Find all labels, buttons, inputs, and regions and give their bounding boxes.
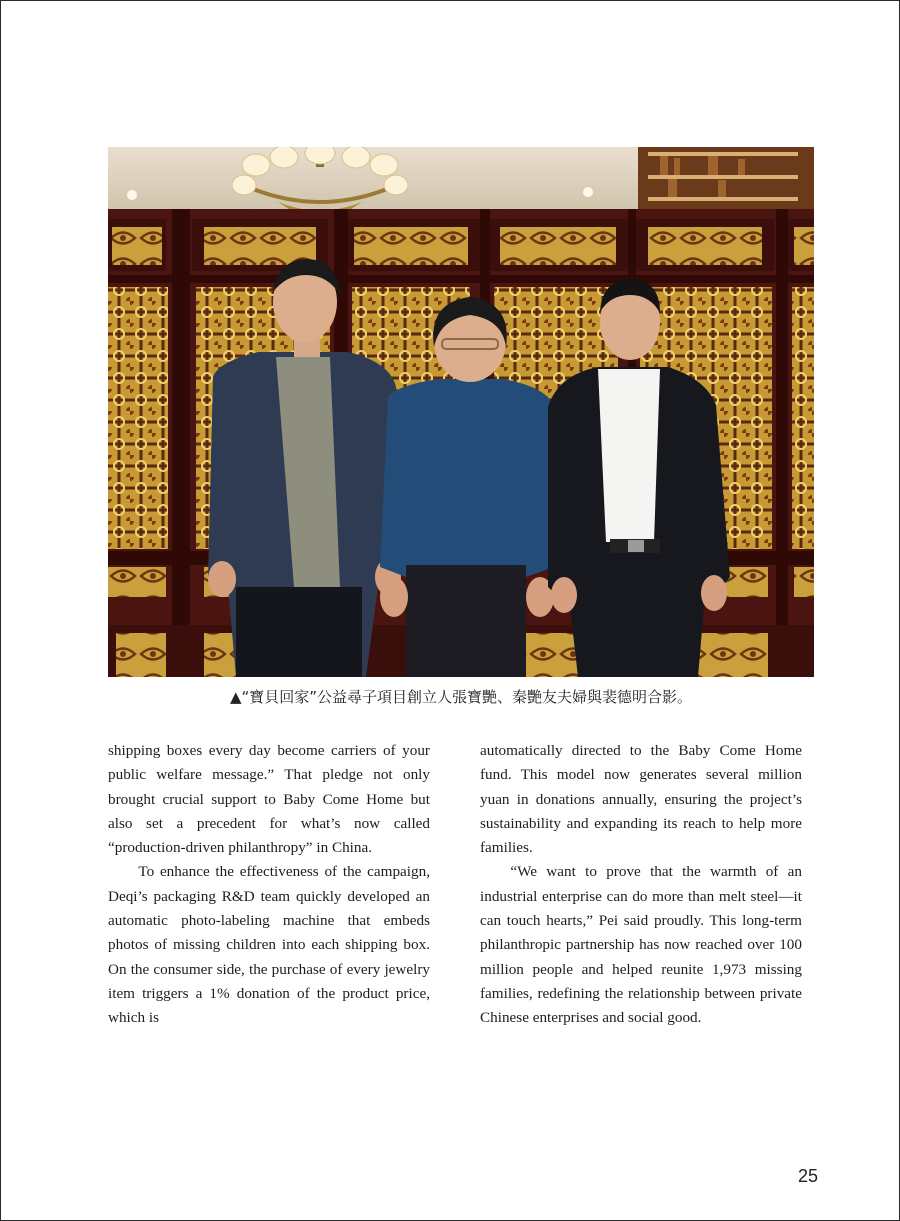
page-number: 25 <box>797 1166 818 1186</box>
article-right-column <box>480 739 802 1031</box>
article-left-column <box>108 739 430 1031</box>
paragraph: To enhance the effectiveness of the campaign, Deqi’s packaging R&D team quickly developed an automatic photo-labeling machine that embeds photos of missing children into each shipping box. On the consumer side, the purchase of every jewelry item triggers a 1% donation of the product price, which is <box>108 863 430 1027</box>
group-photo-illustration <box>108 147 814 677</box>
paragraph: automatically directed to the Baby Come Home fund. This model now generates several million yuan in donations annually, ensuring the project’s sustainability and expanding its reach to help more families. <box>480 742 802 857</box>
caption-text: “寶貝回家”公益尋子項目創立人張寶艷、秦艷友夫婦與裴德明合影。 <box>241 688 693 706</box>
photo-caption <box>108 686 814 707</box>
caption-marker: ▲ <box>229 688 242 706</box>
paragraph: “We want to prove that the warmth of an industrial enterprise can do more than melt steel—it can touch hearts,” Pei said proudly. This long-term philanthropic partnership has now reached over 100 million people and helped reunite 1,973 missing families, redefining the relationship between private Chinese enterprises and social good. <box>480 863 802 1027</box>
paragraph: shipping boxes every day become carriers of your public welfare message.” That pledge not only brought crucial support to Baby Come Home but also set a precedent for what’s now called “production-driven philanthropy” in China. <box>108 742 430 857</box>
group-photo <box>108 147 814 677</box>
